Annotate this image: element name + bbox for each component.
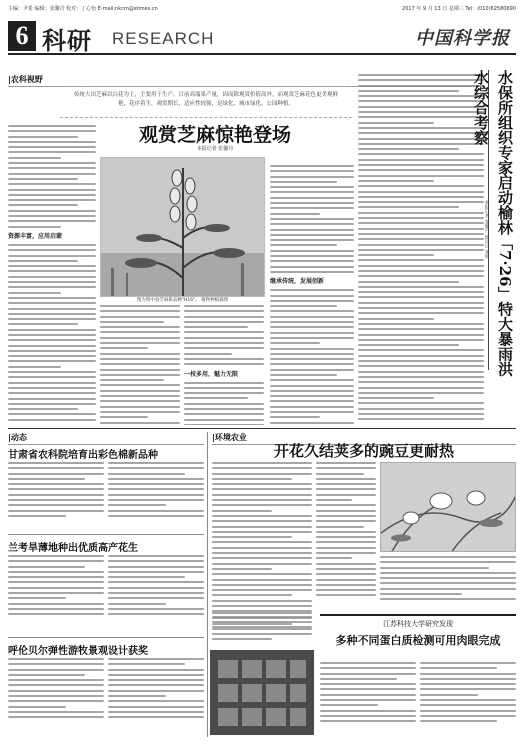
lead-body-col4 [270, 165, 354, 425]
date-info: 2017 年 9 月 13 日 星期三 Tel：(010)62580690 [402, 5, 516, 12]
subhead: 继承传统，发展创新 [270, 278, 325, 286]
lead-body-left [8, 125, 96, 425]
masthead [8, 17, 516, 55]
lead-body-col3 [184, 305, 264, 425]
lanzhou-body-2 [108, 555, 204, 635]
sesame-photo [100, 157, 265, 297]
jiangsu-body-1 [320, 662, 416, 740]
section-divider [8, 428, 516, 429]
section-title: 科研 [42, 26, 92, 55]
gansu-body-2 [108, 462, 204, 532]
page-number: 6 [8, 21, 36, 51]
column-header-dynamics: |动态 [8, 432, 204, 445]
illustration-graphic [210, 650, 314, 735]
divider [8, 534, 204, 535]
lanzhou-body-1 [8, 555, 104, 635]
article-title-lanzhou: 兰考旱薄地种出优质高产花生 [8, 543, 138, 554]
column-header-agri: |农科视野 [8, 74, 478, 87]
subhead: 一枝多用，魅力无限 [184, 370, 239, 378]
article-title-hulunbuir: 呼伦贝尔弹性游牧景观设计获奖 [8, 646, 148, 657]
article-kicker: 江苏科技大学研究发现 [383, 620, 453, 628]
pea-body-3 [380, 556, 516, 611]
page-header-line [8, 2, 516, 14]
lead-headline: 观赏芝麻惊艳登场 [138, 124, 291, 146]
pea-photo [380, 462, 516, 552]
lead-intro: 传统大田芝麻以白花为主，主要用于生产。目前高端果产量，因而除观赏价值高外，而观赏芝麻花色更美观鲜艳，花序着生，观赏期长，适应性较强，是绿化、城市绿化、公园种植。 [60, 86, 352, 118]
hulunbuir-body-1 [8, 658, 104, 738]
column-header-environment: |环境农业 [212, 432, 516, 445]
photo-caption: 图为资中县芝麻新品种"H16"。 植物种植插图 [136, 298, 229, 303]
pea-body-4 [212, 612, 312, 648]
section-title-en: RESEARCH [112, 29, 215, 48]
article-title-pea: 开花久结荚多的豌豆更耐热 [273, 442, 454, 460]
newspaper-logo: 中国科学报 [415, 28, 510, 49]
editor-info: 主编：尹希 编辑：张馨丹 校对：丁心怡 E-mail:nkcm@stimes.cn [8, 5, 158, 12]
lead-byline: 本报记者 张馨丹 [196, 146, 234, 152]
jiangsu-article-header [320, 614, 516, 658]
subhead: 资源丰富，应用启蒙 [8, 232, 63, 240]
jiangsu-body-2 [420, 662, 516, 740]
article-title-jiangsu: 多种不同蛋白质检测可用肉眼完成 [335, 634, 501, 647]
pea-body-2 [316, 462, 376, 612]
side-article-body [358, 74, 484, 424]
divider [8, 637, 204, 638]
gansu-body-1 [8, 462, 104, 532]
hulunbuir-body-2 [108, 658, 204, 738]
article-title-gansu: 甘肃省农科院培育出彩色棉新品种 [8, 450, 158, 461]
column-divider [207, 432, 208, 737]
lead-body-col2 [100, 305, 180, 425]
side-article-headline: 水保所组织专家启动榆林「7·26」特大暴雨洪水综合考察 [472, 70, 514, 377]
side-article-byline: 本报记者 张馨丹 通讯员 张姐 [484, 200, 489, 259]
